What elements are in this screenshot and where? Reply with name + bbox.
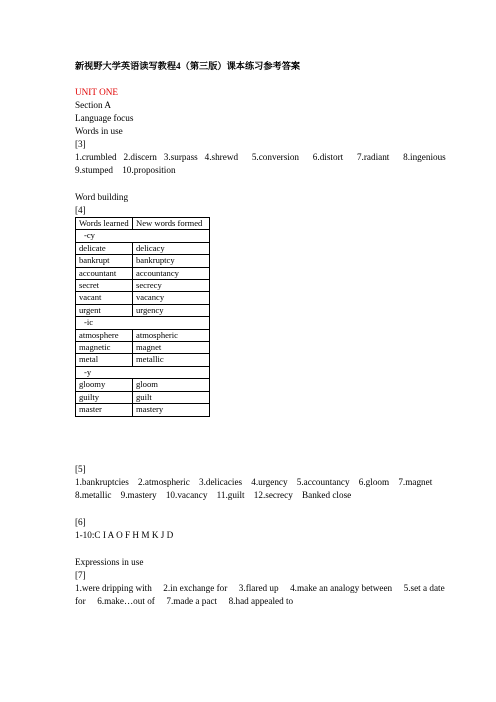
table-row	[76, 280, 210, 292]
new-word-cell: metallic	[133, 354, 210, 366]
table-row	[76, 292, 210, 304]
new-word-cell: guilt	[133, 391, 210, 403]
word-learned-cell: bankrupt	[76, 255, 133, 267]
exercise-3-label: [3]	[75, 139, 86, 149]
word-learned-cell: magnetic	[76, 342, 133, 354]
new-word-cell: gloom	[133, 379, 210, 391]
table-row	[76, 354, 210, 366]
exercise-3-answers-line2: 9.stumped 10.proposition	[75, 165, 176, 175]
new-word-cell: atmospheric	[133, 329, 210, 341]
word-learned-cell: secret	[76, 280, 133, 292]
word-learned-cell: accountant	[76, 267, 133, 279]
exercise-5-answers-line2: 8.metallic 9.mastery 10.vacancy 11.guilt 12.secrecy Banked close	[75, 490, 352, 500]
word-learned-cell: vacant	[76, 292, 133, 304]
table-row	[76, 255, 210, 267]
word-building-heading: Word building	[75, 192, 129, 202]
exercise-6-answers: 1-10:C I A O F H M K J D	[75, 530, 174, 540]
table-row	[76, 267, 210, 279]
exercise-5-label: [5]	[75, 464, 86, 474]
table-row	[76, 379, 210, 391]
new-word-cell: mastery	[133, 404, 210, 416]
word-learned-cell: master	[76, 404, 133, 416]
new-word-cell: urgency	[133, 304, 210, 316]
table-header-cell: Words learned	[76, 218, 133, 230]
word-building-table	[75, 217, 210, 417]
table-row	[76, 329, 210, 341]
exercise-6-label: [6]	[75, 517, 86, 527]
new-word-cell: delicacy	[133, 242, 210, 254]
table-header-row	[76, 218, 210, 230]
table-header-cell: New words formed	[133, 218, 210, 230]
exercise-3-answers-line1: 1.crumbled 2.discern 3.surpass 4.shrewd 5.conversion 6.distort 7.radiant 8.ingenious	[75, 152, 446, 162]
table-row	[76, 304, 210, 316]
document-title: 新视野大学英语读写教程4（第三版）课本练习参考答案	[75, 61, 301, 71]
exercise-5-answers-line1: 1.bankruptcies 2.atmospheric 3.delicacies 4.urgency 5.accountancy 6.gloom 7.magnet	[75, 477, 433, 487]
word-learned-cell: atmosphere	[76, 329, 133, 341]
table-row	[76, 342, 210, 354]
suffix-row	[76, 230, 210, 242]
expressions-in-use-heading: Expressions in use	[75, 557, 144, 567]
word-learned-cell: gloomy	[76, 379, 133, 391]
word-learned-cell: guilty	[76, 391, 133, 403]
table-row	[76, 404, 210, 416]
new-word-cell: magnet	[133, 342, 210, 354]
new-word-cell: bankruptcy	[133, 255, 210, 267]
new-word-cell: accountancy	[133, 267, 210, 279]
table-row	[76, 242, 210, 254]
section-heading: Section A	[75, 100, 111, 110]
suffix-cell: -y	[76, 366, 210, 378]
suffix-row	[76, 317, 210, 329]
exercise-7-label: [7]	[75, 570, 86, 580]
exercise-7-answers-line1: 1.were dripping with 2.in exchange for 3.flared up 4.make an analogy between 5.set a date	[75, 583, 445, 593]
suffix-cell: -ic	[76, 317, 210, 329]
new-word-cell: secrecy	[133, 280, 210, 292]
table-row	[76, 391, 210, 403]
exercise-4-label: [4]	[75, 205, 86, 215]
language-focus-heading: Language focus	[75, 113, 134, 123]
word-learned-cell: metal	[76, 354, 133, 366]
words-in-use-heading: Words in use	[75, 126, 123, 136]
exercise-7-answers-line2: for 6.make…out of 7.made a pact 8.had appealed to	[75, 596, 294, 606]
unit-heading: UNIT ONE	[75, 87, 118, 97]
new-word-cell: vacancy	[133, 292, 210, 304]
suffix-cell: -cy	[76, 230, 210, 242]
word-learned-cell: urgent	[76, 304, 133, 316]
word-learned-cell: delicate	[76, 242, 133, 254]
suffix-row	[76, 366, 210, 378]
